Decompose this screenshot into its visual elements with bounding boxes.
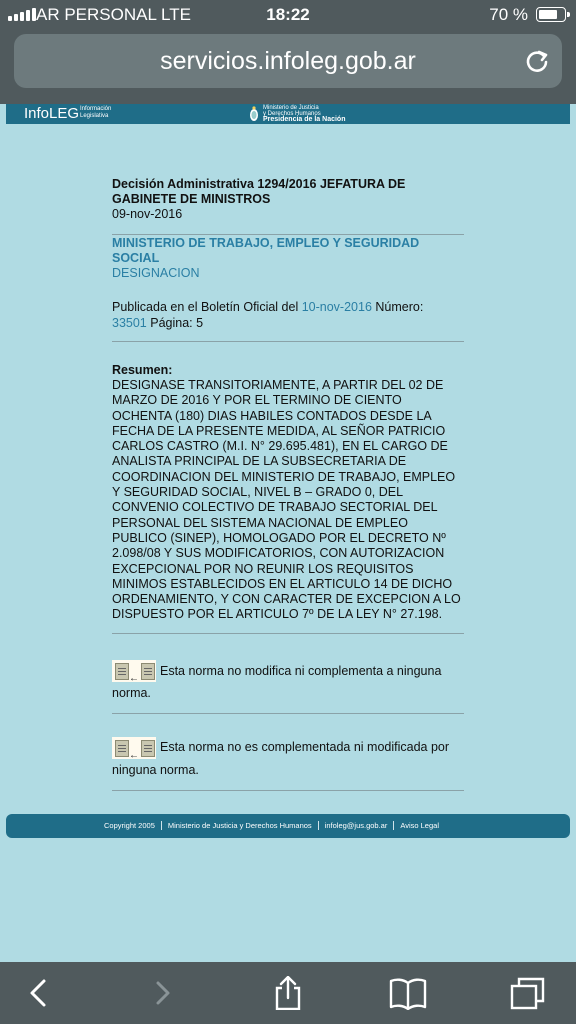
relation-modifies: ← Esta norma no modifica ni complementa a ninguna norma. xyxy=(112,660,464,705)
relations-icon[interactable]: ← xyxy=(112,660,156,682)
document-content xyxy=(112,177,464,791)
bulletin-date-link[interactable]: 10-nov-2016 xyxy=(301,300,372,314)
relation-modified-by: ← Esta norma no es complementada ni modificada por ninguna norma. xyxy=(112,736,464,781)
national-seal-icon xyxy=(249,106,259,122)
bulletin-number-link[interactable]: 33501 xyxy=(112,316,147,330)
divider xyxy=(112,633,464,634)
summary-text: DESIGNASE TRANSITORIAMENTE, A PARTIR DEL 02 DE MARZO DE 2016 Y POR EL TERMINO DE CIENTO OCHENTA (180) DIAS HABILES CONTADOS DESDE LA FECHA DE LA PRESENTE MEDIDA, AL SEÑOR PATRICIO CARLOS CASTRO (M.I. N° 29.695.481), EN EL CARGO DE ANALISTA PRINCIPAL DE LA SUBSECRETARIA DE COORDINACION DEL MINISTERIO DE TRABAJO, EMPLEO Y SEGURIDAD SOCIAL, NIVEL B – GRADO 0, DEL CONVENIO COLECTIVO DE TRABAJO SECTORIAL DEL PERSONAL DEL SISTEMA NACIONAL DE EMPLEO PUBLICO (SINEP), HOMOLOGADO POR EL DECRETO Nº 2.098/08 Y SUS MODIFICATORIOS, CON AUTORIZACION EXCEPCIONAL POR NO REUNIR LOS REQUISITOS MINIMOS ESTABLECIDOS EN EL ARTICULO 14 DE DICHO ORDENAMIENTO, Y CON CARACTER DE EXCEPCION A LO DISPUESTO POR EL ARTICULO 7º DE LA LEY N° 27.198. xyxy=(112,378,461,622)
footer-ministry-link[interactable]: Ministerio de Justicia y Derechos Humanos xyxy=(167,821,312,830)
forward-icon[interactable] xyxy=(144,976,184,1010)
publication-info: Publicada en el Boletín Oficial del 10-nov-2016 Número: 33501 Página: 5 xyxy=(112,300,424,330)
site-footer xyxy=(6,814,570,838)
reload-icon[interactable] xyxy=(524,48,550,74)
share-icon[interactable] xyxy=(268,976,308,1010)
ministry-label: Ministerio de Justicia y Derechos Humanos Presidencia de la Nación xyxy=(263,105,346,123)
battery-icon xyxy=(536,7,566,22)
infoleg-logo[interactable]: InfoLEG xyxy=(24,105,80,122)
footer-legal-link[interactable]: Aviso Legal xyxy=(400,821,439,830)
divider xyxy=(112,341,464,342)
logo-subtitle: Información Legislativa xyxy=(80,106,112,119)
document-title: Decisión Administrativa 1294/2016 JEFATURA DE GABINETE DE MINISTROS xyxy=(112,177,406,206)
footer-copyright: Copyright 2005 xyxy=(104,821,155,830)
tabs-icon[interactable] xyxy=(508,976,548,1010)
browser-toolbar xyxy=(0,962,576,1024)
footer-email-link[interactable]: infoleg@jus.gob.ar xyxy=(324,821,388,830)
carrier-label: AR PERSONAL LTE xyxy=(36,5,191,24)
battery-percent: 70 % xyxy=(489,5,528,24)
clock: 18:22 xyxy=(266,5,310,24)
status-bar xyxy=(0,0,576,30)
relations-icon[interactable]: ← xyxy=(112,737,156,759)
divider xyxy=(112,234,464,235)
divider xyxy=(112,713,464,714)
divider xyxy=(112,790,464,791)
url-text: servicios.infoleg.gob.ar xyxy=(160,47,416,75)
organism-subject: DESIGNACION xyxy=(112,266,200,280)
site-header xyxy=(6,104,570,124)
document-date: 09-nov-2016 xyxy=(112,207,183,221)
address-bar[interactable] xyxy=(14,34,562,88)
bookmarks-icon[interactable] xyxy=(388,976,428,1010)
browser-chrome xyxy=(0,0,576,104)
summary-heading: Resumen: xyxy=(112,363,173,377)
organism-name: MINISTERIO DE TRABAJO, EMPLEO Y SEGURIDAD SOCIAL xyxy=(112,236,420,265)
back-icon[interactable] xyxy=(18,976,58,1010)
